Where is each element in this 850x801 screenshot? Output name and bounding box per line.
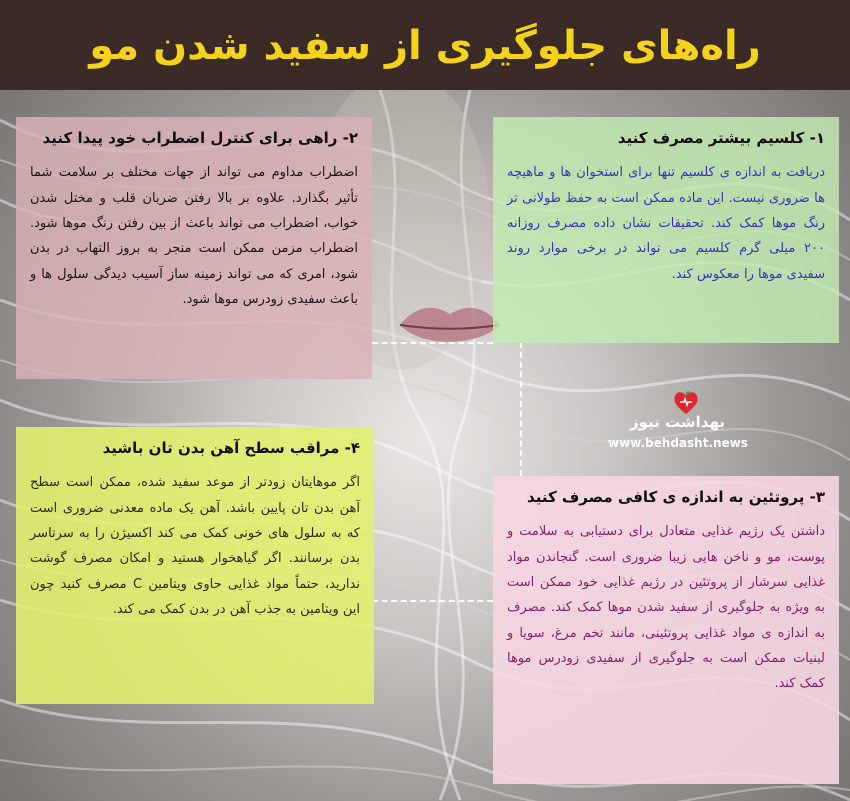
tip-heading: ۲- راهی برای کنترل اضطراب خود پیدا کنید (42, 129, 358, 147)
tip-card-iron (16, 427, 374, 704)
page-title: راه‌های جلوگیری از سفید شدن مو (89, 23, 761, 69)
brand-url[interactable]: www.behdasht.news (608, 436, 748, 450)
tip-body: اگر موهایتان زودتر از موعد سفید شده، ممکن است سطح آهن بدن تان پایین باشد. آهن یک ماده معدنی ضروری است که به سلول های خونی کمک می کند اکسیژن را به سرتاسر بدن برسانند. اگر گیاهخوار هستید و امکان مصرف گوشت ندارید، حتماً مواد غذایی حاوی ویتامین C مصرف کنید چون این ویتامین به جذب آهن در بدن کمک می کند. (30, 475, 360, 617)
lips-illustration (395, 290, 505, 360)
tip-body: اضطراب مداوم می تواند از جهات مختلف بر سلامت شما تأثیر بگذارد. علاوه بر بالا رفتن ضربان قلب و مختل شدن خواب، اضطراب می تواند باعث از بین رفتن رنگ موها شود. اضطراب مزمن ممکن است منجر به بروز التهاب در بدن شود، امری که می تواند زمینه ساز آسیب دیدگی سلول ها و باعث سفیدی زودرس موها شود. (30, 165, 358, 307)
connector-line (372, 342, 493, 344)
tip-card-calcium (493, 117, 839, 343)
tip-heading: ۱- کلسیم بیشتر مصرف کنید (617, 129, 825, 147)
connector-line (372, 600, 493, 602)
tip-card-protein (493, 476, 839, 784)
tip-body: داشتن یک رژیم غذایی متعادل برای دستیابی به سلامت و پوست، مو و ناخن هایی زیبا ضروری است. گنجاندن مواد غذایی سرشار از پروتئین در رژیم غذایی خود ممکن است به ویژه به جلوگیری از سفید شدن موها کمک کند. مصرف به اندازه ی مواد غذایی پروتئینی، مانند تخم مرغ، سویا و لبنیات ممکن است به جلوگیری از سفیدی زودرس موها کمک کند. (507, 524, 825, 692)
tip-body: دریافت به اندازه ی کلسیم تنها برای استخوان ها و ماهیچه ها ضروری نیست. این ماده ممکن است به حفظ طولانی تر رنگ موها کمک کند. تحقیقات نشان داده مصرف روزانه ۲۰۰ میلی گرم کلسیم می تواند در برخی موارد روند سفیدی موها را معکوس کند. (507, 165, 825, 282)
tip-card-anxiety (16, 117, 372, 379)
tip-heading: ۴- مراقب سطح آهن بدن تان باشید (102, 439, 360, 457)
tip-heading: ۳- پروتئین به اندازه ی کافی مصرف کنید (527, 488, 825, 506)
connector-line (520, 342, 522, 476)
brand-name: بهداشت نیوز (630, 413, 725, 431)
